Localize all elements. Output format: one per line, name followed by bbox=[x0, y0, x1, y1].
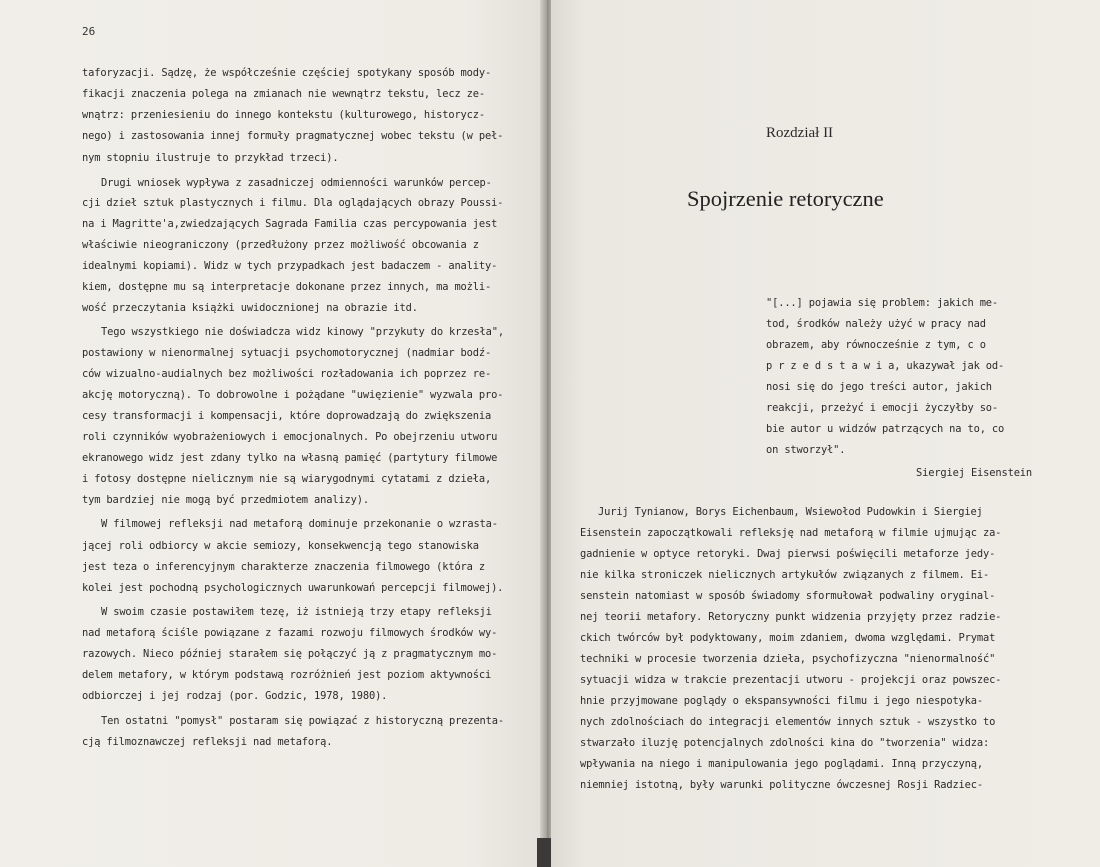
text-line: wnątrz: przeniesieniu do innego kontekstu (kulturowego, historycz- bbox=[82, 109, 485, 121]
epigraph-author: Siergiej Eisenstein bbox=[916, 467, 1033, 479]
text-line: wpływania na niego i manipulowania jego poglądami. Inną przyczyną, bbox=[580, 758, 983, 770]
epigraph-line: tod, środków należy użyć w pracy nad bbox=[766, 318, 986, 330]
text-line: właściwie nieograniczony (przedłużony przez możliwość obcowania z bbox=[82, 239, 479, 251]
text-line: cji dzieł sztuk plastycznych i filmu. Dla oglądających obrazy Poussi- bbox=[82, 197, 504, 209]
text-line: stwarzało iluzję potencjalnych zdolności kina do "tworzenia" widza: bbox=[580, 737, 990, 749]
text-line: jest teza o inferencyjnym charakterze znaczenia filmowego (która z bbox=[82, 561, 485, 573]
text-line: senstein natomiast w sposób świadomy sformułował podwaliny oryginal- bbox=[580, 590, 996, 602]
text-line: nej teorii metafory. Retoryczny punkt widzenia przyjęty przez radzie- bbox=[580, 611, 1002, 623]
text-line: razowych. Nieco później starałem się połączyć ją z pragmatycznym mo- bbox=[82, 648, 498, 660]
chapter-title: Spojrzenie retoryczne bbox=[687, 186, 884, 211]
page-number: 26 bbox=[82, 25, 96, 38]
text-line: odbiorczej i jej rodzaj (por. Godzic, 1978, 1980). bbox=[82, 690, 388, 702]
text-line: kolei jest pochodną psychologicznych uwarunkowań percepcji filmowej). bbox=[82, 582, 504, 594]
text-line: cją filmoznawczej refleksji nad metaforą. bbox=[82, 736, 333, 748]
text-line: idealnymi kopiami). Widz w tych przypadkach jest badaczem - anality- bbox=[82, 260, 498, 272]
text-line: i fotosy dostępne nielicznym nie są wiarygodnymi cytatami z dzieła, bbox=[82, 473, 492, 485]
epigraph-line: "[...] pojawia się problem: jakich me- bbox=[766, 297, 999, 309]
left-page bbox=[0, 0, 545, 867]
text-line: gadnienie w optyce retoryki. Dwaj pierwsi poświęcili metaforze jedy- bbox=[580, 548, 996, 560]
text-line: nych zdolnościach do integracji elementów innych sztuk - wszystko to bbox=[580, 716, 996, 728]
text-line: niemniej istotną, były warunki polityczne ówczesnej Rosji Radziec- bbox=[580, 779, 983, 791]
text-line: jącej roli odbiorcy w akcie semiozy, konsekwencją tego stanowiska bbox=[82, 540, 479, 552]
text-line: taforyzacji. Sądzę, że współcześnie częściej spotykany sposób mody- bbox=[82, 67, 492, 79]
text-line: cesy transformacji i kompensacji, które doprowadzają do zwiększenia bbox=[82, 410, 492, 422]
text-line: techniki w procesie tworzenia dzieła, psychofizyczna "nienormalność" bbox=[580, 653, 996, 665]
text-line: ckich twórców był podyktowany, moim zdaniem, dwoma względami. Prymat bbox=[580, 632, 996, 644]
text-line: tym bardziej nie mogą być przedmiotem analizy). bbox=[82, 494, 369, 506]
text-line: Eisenstein zapoczątkowali refleksję nad metaforą w filmie ujmując za- bbox=[580, 527, 1002, 539]
text-line: nego) i zastosowania innej formuły pragmatycznej wobec tekstu (w peł- bbox=[82, 130, 504, 142]
text-line: sytuacji widza w trakcie prezentacji utworu - projekcji oraz powszec- bbox=[580, 674, 1002, 686]
text-line: hnie przyjmowane poglądy o ekspansywności filmu i jego niespotyka- bbox=[580, 695, 983, 707]
epigraph-line: reakcji, przeżyć i emocji życzyłby so- bbox=[766, 402, 999, 414]
text-line: ekranowego widz jest zdany tylko na własną pamięć (partytury filmowe bbox=[82, 452, 498, 464]
text-line: Tego wszystkiego nie doświadcza widz kinowy "przykuty do krzesła", bbox=[101, 326, 504, 338]
text-line: Drugi wniosek wypływa z zasadniczej odmienności warunków percep- bbox=[101, 177, 492, 189]
text-line: roli czynników wyobrażeniowych i emocjonalnych. Po obejrzeniu utworu bbox=[82, 431, 498, 443]
epigraph-line: nosi się do jego treści autor, jakich bbox=[766, 381, 992, 393]
text-line: W swoim czasie postawiłem tezę, iż istnieją trzy etapy refleksji bbox=[101, 606, 492, 618]
text-line: Ten ostatni "pomysł" postaram się powiązać z historyczną prezenta- bbox=[101, 715, 504, 727]
text-line: Jurij Tynianow, Borys Eichenbaum, Wsiewołod Pudowkin i Siergiej bbox=[598, 506, 983, 518]
text-line: akcję motoryczną). To dobrowolne i pożądane "uwięzienie" wyzwala pro- bbox=[82, 389, 504, 401]
text-line: nie kilka stroniczek nielicznych artykułów związanych z filmem. Ei- bbox=[580, 569, 990, 581]
text-line: na i Magritte'a,zwiedzających Sagrada Familia czas percypowania jest bbox=[82, 218, 498, 230]
text-line: delem metafory, w którym podstawą rozróżnień jest poziom aktywności bbox=[82, 669, 492, 681]
text-line: wość przeczytania książki uwidocznionej na obrazie itd. bbox=[82, 302, 418, 314]
epigraph-line: obrazem, aby równocześnie z tym, c o bbox=[766, 339, 986, 351]
text-line: nym stopniu ilustruje to przykład trzeci). bbox=[82, 152, 339, 164]
text-line: nad metaforą ściśle powiązane z fazami rozwoju filmowych środków wy- bbox=[82, 627, 498, 639]
epigraph-line: on stworzył". bbox=[766, 444, 846, 456]
right-page bbox=[551, 0, 1100, 867]
epigraph-line: bie autor u widzów patrzących na to, co bbox=[766, 423, 1005, 435]
text-line: W filmowej refleksji nad metaforą dominuje przekonanie o wzrasta- bbox=[101, 518, 498, 530]
text-line: ców wizualno-audialnych bez możliwości rozładowania ich poprzez re- bbox=[82, 368, 492, 380]
chapter-label: Rozdział II bbox=[766, 125, 834, 141]
text-line: postawiony w nienormalnej sytuacji psychomotorycznej (nadmiar bodź- bbox=[82, 347, 492, 359]
text-line: kiem, dostępne mu są interpretacje dokonane przez innych, ma możli- bbox=[82, 281, 492, 293]
text-line: fikacji znaczenia polega na zmianach nie wewnątrz tekstu, lecz ze- bbox=[82, 88, 485, 100]
epigraph-line: p r z e d s t a w i a, ukazywał jak od- bbox=[766, 360, 1005, 372]
